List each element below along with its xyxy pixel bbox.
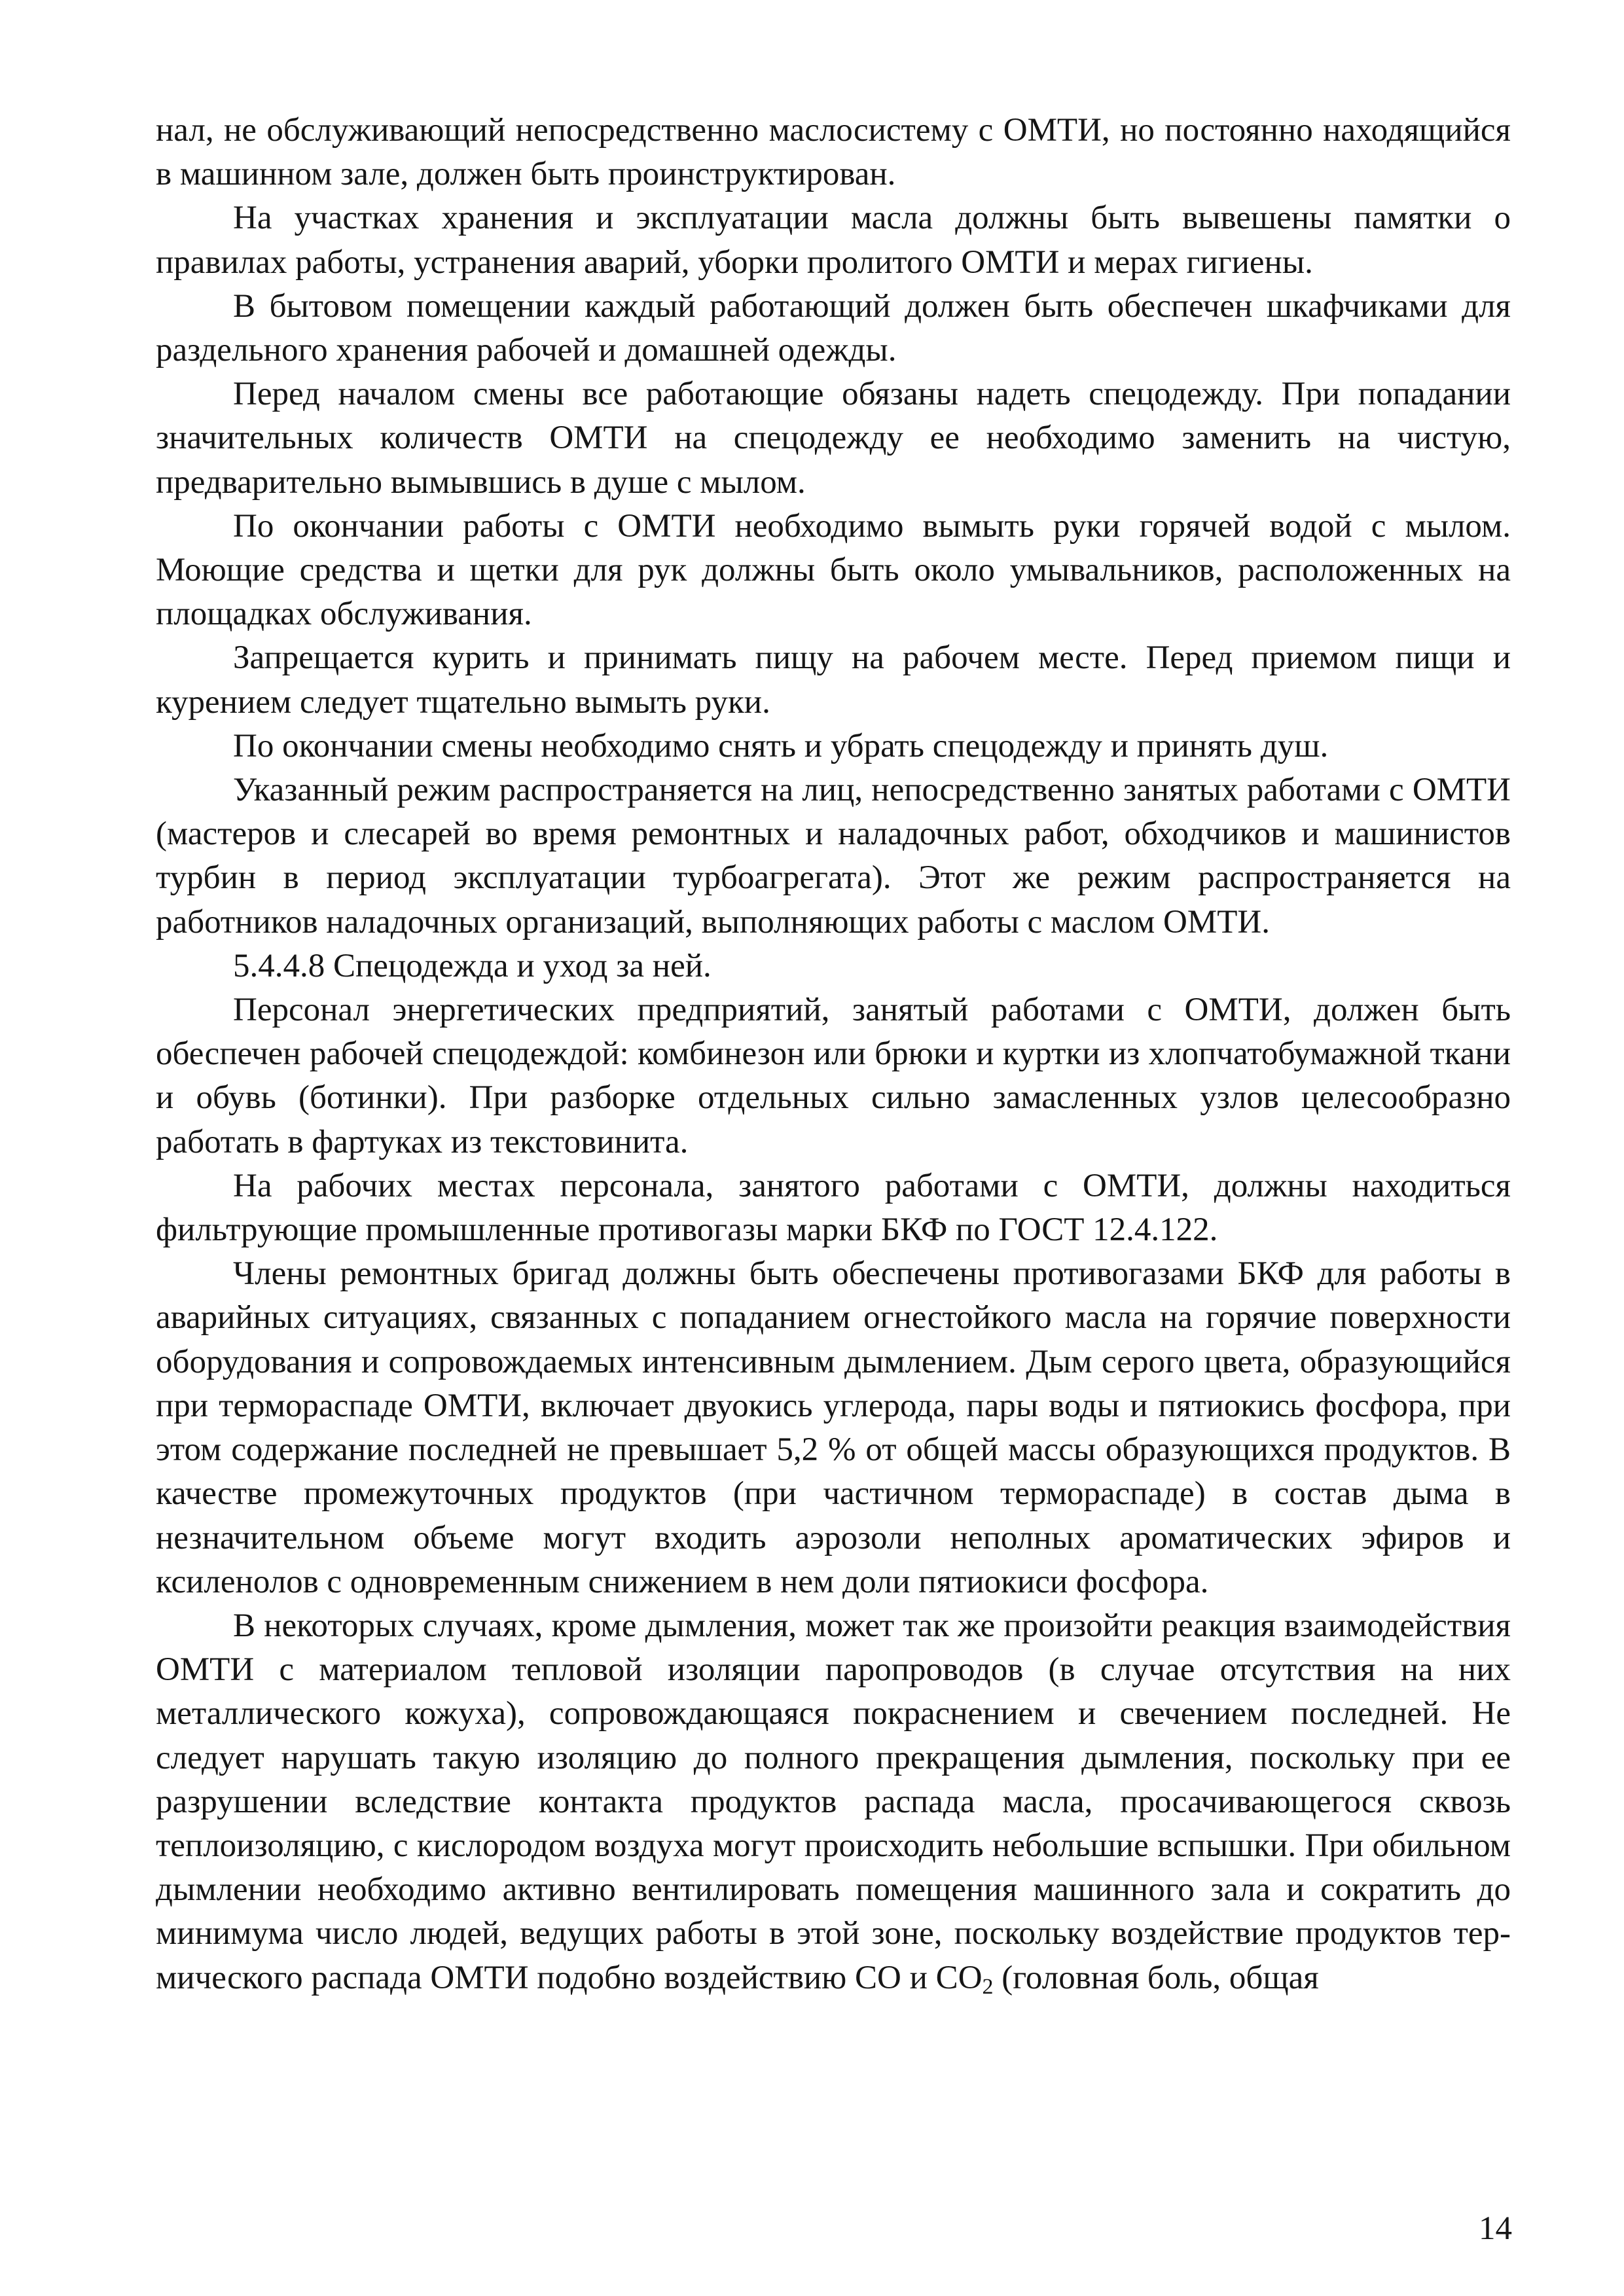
paragraph-continuation: нал, не обслуживающий непосредственно маслосистему с ОМТИ, но постоянно находящийся в машинном зале, должен быть проинструктирован. [156, 112, 1511, 193]
paragraph-text-main: В некоторых случаях, кроме дымления, может так же произойти реакция взаимодействия ОМТИ с материалом тепловой изоляции паропроводов (в случае отсутствия на них металлического кожуха), сопровождающаяся покраснением и свечением последней. Не следует нарушать такую изоляцию до полного прекращения дымления, поскольку при ее разрушении вследствие контакта продуктов распада масла, просачивающегося сквозь теплоизоляцию, с кислородом воздуха могут происходить небольшие вспышки. При обильном дымлении необходимо активно вентилировать помещения машинного зала и сократить до минимума число людей, ведущих работы в этой зоне, поскольку воздействие продуктов термического распада ОМТИ подобно воздействию СО и СО [156, 1607, 1511, 1996]
paragraph-text-tail: (головная боль, общая [993, 1959, 1319, 1996]
paragraph-shift-end: По окончании смены необходимо снять и убрать спецодежду и принять душ. [233, 727, 1329, 764]
paragraph-workwear-start: Перед началом смены все работающие обязаны надеть спецодежду. При попадании значительных количеств ОМТИ на спецодежду ее необходимо заменить на чистую, предварительно вымывшись в душе с мылом. [156, 376, 1511, 501]
paragraph-hand-washing: По окончании работы с ОМТИ необходимо вымыть руки горячей водой с мылом. Моющие средства и щетки для рук должны быть около умывальников, расположенных на площадках обслуживания. [156, 507, 1511, 633]
document-body [156, 109, 1511, 2000]
section-heading-5-4-4-8: 5.4.4.8 Спецодежда и уход за ней. [233, 947, 712, 984]
paragraph-no-smoking: Запрещается курить и принимать пищу на рабочем месте. Перед приемом пищи и курением следует тщательно вымыть руки. [156, 639, 1511, 721]
paragraph-regime-scope: Указанный режим распространяется на лиц, непосредственно занятых работами с ОМТИ (мастеров и слесарей во время ремонтных и наладочных работ, обходчиков и машинистов турбин в период эксплуатации турбоагрегата). Этот же режим распространяется на работников наладочных организаций, выполняющих работы с маслом ОМТИ. [156, 772, 1511, 941]
subscript-2: 2 [982, 1974, 994, 1999]
paragraph-lockers: В бытовом помещении каждый работающий должен быть обеспечен шкафчиками для раздельного хранения рабочей и домашней одежды. [156, 287, 1511, 369]
paragraph-gas-masks: На рабочих местах персонала, занятого работами с ОМТИ, должны находиться фильтрующие промышленные противогазы марки БКФ по ГОСТ 12.4.122. [156, 1167, 1511, 1249]
paragraph-insulation-reaction [156, 1604, 1511, 2000]
page-number: 14 [1479, 2210, 1512, 2247]
paragraph-personnel-workwear: Персонал энергетических предприятий, занятый работами с ОМТИ, должен быть обеспечен рабочей спецодеждой: комбинезон или брюки и куртки из хлопчатобумажной ткани и обувь (ботинки). При разборке отдельных сильно замасленных узлов целесообразно работать в фартуках из текстовинита. [156, 992, 1511, 1160]
paragraph-repair-teams: Члены ремонтных бригад должны быть обеспечены противогазами БКФ для работы в аварийных ситуациях, связанных с попаданием огнестойкого масла на горячие поверхности оборудования и сопровождаемых интенсивным дымлением. Дым серого цвета, образующийся при термораспаде ОМТИ, включает двуокись углерода, пары воды и пятиокись фосфора, при этом содержание последней не превышает 5,2 % от общей массы образующихся продуктов. В качестве промежуточных продуктов (при частичном термораспаде) в состав дыма в незначительном объеме могут входить аэрозоли неполных ароматических эфиров и ксиленолов с одновременным снижением в нем доли пятиокиси фосфора. [156, 1255, 1511, 1600]
paragraph-reminders: На участках хранения и эксплуатации масла должны быть вывешены памятки о правилах работы, устранения аварий, уборки пролитого ОМТИ и мерах гигиены. [156, 200, 1511, 281]
